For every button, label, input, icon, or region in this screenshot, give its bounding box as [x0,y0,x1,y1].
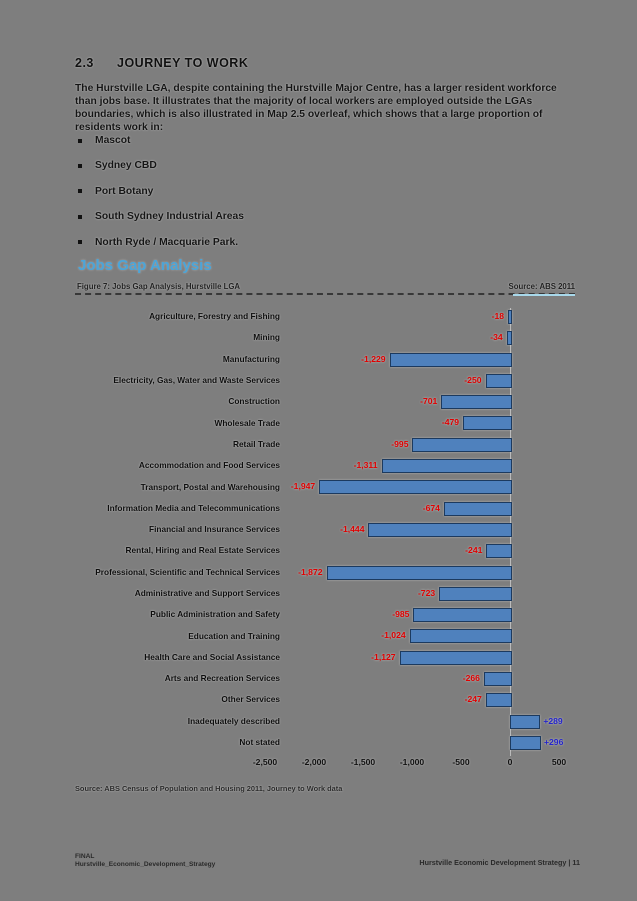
value-label: -985 [392,609,410,620]
bar [441,395,512,409]
bullet-label: Mascot [95,135,131,146]
bar-area [280,391,575,412]
bullet-label: Sydney CBD [95,160,157,172]
bar [463,416,512,430]
chart-row [75,519,575,540]
value-label: -18 [491,311,504,321]
bar [444,502,512,516]
bullet-icon [78,240,82,244]
bar-area [280,668,575,689]
value-label: -723 [417,587,436,598]
value-label: -995 [391,438,409,449]
category-label: Other Services [221,694,280,705]
x-axis-tick-label: 500 [551,757,567,767]
chart-row [75,668,575,689]
value-label: -266 [462,673,480,684]
bullet-label: Port Botany [95,185,154,197]
bar-area [280,689,575,710]
bar-area [280,583,575,604]
category-label: Health Care and Social Assistance [144,651,280,662]
chart-row [75,711,575,732]
bar [390,353,512,367]
bar [486,544,512,558]
x-axis-tick-label: -1,000 [399,757,425,767]
bar [486,374,513,388]
chart-row [75,625,575,646]
list-item [78,236,244,249]
bar [484,672,512,686]
bar-area [280,647,575,668]
value-label: -1,229 [361,353,386,364]
bar-area [280,455,575,476]
bar [507,331,512,345]
jobs-gap-chart [75,306,575,776]
bar-area [280,498,575,519]
bar [382,459,512,473]
bar-area [280,732,575,753]
category-label: Transport, Postal and Warehousing [140,481,280,492]
value-label: -1,947 [290,481,316,492]
bar-area [280,370,575,391]
list-item [78,185,244,198]
bar [510,715,540,729]
chart-row [75,476,575,497]
bar-area [280,604,575,625]
x-axis-tick-label: -2,500 [252,757,278,767]
category-label: Rental, Hiring and Real Estate Services [125,545,280,556]
bullet-icon [78,215,82,219]
category-label: Retail Trade [232,438,280,449]
chart-rows [75,306,575,753]
category-label: Information Media and Telecommunications [107,502,280,513]
value-label: -241 [465,545,483,556]
category-label: Not stated [239,737,280,748]
bar [413,608,512,622]
bar [508,310,512,324]
x-axis-tick-label: 0 [507,757,513,767]
category-label: Electricity, Gas, Water and Waste Services [113,375,280,386]
chart-row [75,349,575,370]
chart-row [75,498,575,519]
section-number: 2.3 [75,56,94,70]
bar-area [280,434,575,455]
bar [368,523,512,537]
bar-area [280,349,575,370]
value-label: -1,127 [371,651,396,662]
bar-area [280,306,575,327]
bar [400,651,512,665]
value-label: -34 [490,332,503,343]
bar-area [280,711,575,732]
bullet-label: South Sydney Industrial Areas [95,211,244,223]
footer-left [75,853,215,869]
value-label: +289 [543,715,563,726]
bar-area [280,327,575,348]
category-label: Wholesale Trade [214,417,280,428]
bullet-icon [78,164,82,168]
intro-paragraph: The Hurstville LGA, despite containing the Hurstville Major Centre, has a larger resident workforce than jobs base. It illustrates that the majority of local workers are employed outside the LGAs boundaries, which is also illustrated in Map 2.5 overleaf, which shows that a large proportion of residents work in: [75,83,557,133]
value-label: -250 [464,374,482,385]
chart-row [75,732,575,753]
x-axis-tick-label: -2,000 [301,757,327,767]
figure-caption-source: Source: ABS 2011 [508,282,575,291]
chart-row [75,306,575,327]
chart-row [75,689,575,710]
chart-row [75,647,575,668]
list-item [78,134,244,147]
list-item [78,159,244,172]
list-item [78,210,244,223]
section-heading [75,56,248,70]
section-title: JOURNEY TO WORK [117,56,249,70]
chart-row [75,370,575,391]
category-label: Professional, Scientific and Technical Services [95,566,280,577]
category-label: Accommodation and Food Services [138,460,280,471]
bar [439,587,512,601]
value-label: -701 [420,396,438,407]
category-label: Construction [228,396,280,407]
bar [327,566,512,580]
category-label: Manufacturing [222,353,280,364]
caption-underline-accent [513,294,575,296]
chart-row [75,540,575,561]
bar-area [280,476,575,497]
jobs-gap-heading: Jobs Gap Analysis [78,257,212,274]
chart-row [75,455,575,476]
bar [486,693,512,707]
category-label: Education and Training [188,630,280,641]
footer-right: Hurstville Economic Development Strategy | 11 [419,858,580,867]
footer-left-line2: Hurstville_Economic_Development_Strategy [75,861,216,868]
chart-x-axis [75,757,575,771]
bar-area [280,519,575,540]
chart-row [75,434,575,455]
bar [510,736,541,750]
category-label: Mining [253,332,280,343]
bullet-list [78,134,244,261]
value-label: -479 [441,417,460,428]
category-label: Administrative and Support Services [134,588,280,598]
value-label: -674 [422,502,440,513]
bar-area [280,412,575,433]
value-label: -1,444 [340,523,365,534]
figure-caption-row [75,279,575,295]
category-label: Agriculture, Forestry and Fishing [149,311,280,322]
bar [410,629,512,643]
x-axis-tick-label: -1,500 [350,757,376,767]
category-label: Inadequately described [187,715,280,726]
chart-row [75,391,575,412]
value-label: -1,311 [353,460,378,471]
figure-caption: Figure 7: Jobs Gap Analysis, Hurstville LGA [77,282,241,291]
chart-row [75,562,575,583]
bullet-label: North Ryde / Macquarie Park. [95,236,239,248]
x-axis-tick-label: -500 [452,757,470,767]
bar [319,480,512,494]
footer-left-line1: FINAL [75,853,95,860]
bar [412,438,512,452]
chart-row [75,327,575,348]
value-label: -1,024 [381,630,406,641]
bullet-icon [78,189,82,193]
bar-area [280,625,575,646]
source-note: Source: ABS Census of Population and Housing 2011, Journey to Work data [75,784,343,793]
bar-area [280,540,575,561]
bullet-icon [78,139,82,143]
category-label: Public Administration and Safety [150,609,280,620]
value-label: +296 [544,736,564,747]
value-label: -1,872 [298,566,323,577]
value-label: -247 [464,694,482,705]
bar-area [280,562,575,583]
category-label: Arts and Recreation Services [164,673,280,684]
chart-row [75,604,575,625]
category-label: Financial and Insurance Services [149,524,280,535]
chart-row [75,583,575,604]
chart-row [75,412,575,433]
